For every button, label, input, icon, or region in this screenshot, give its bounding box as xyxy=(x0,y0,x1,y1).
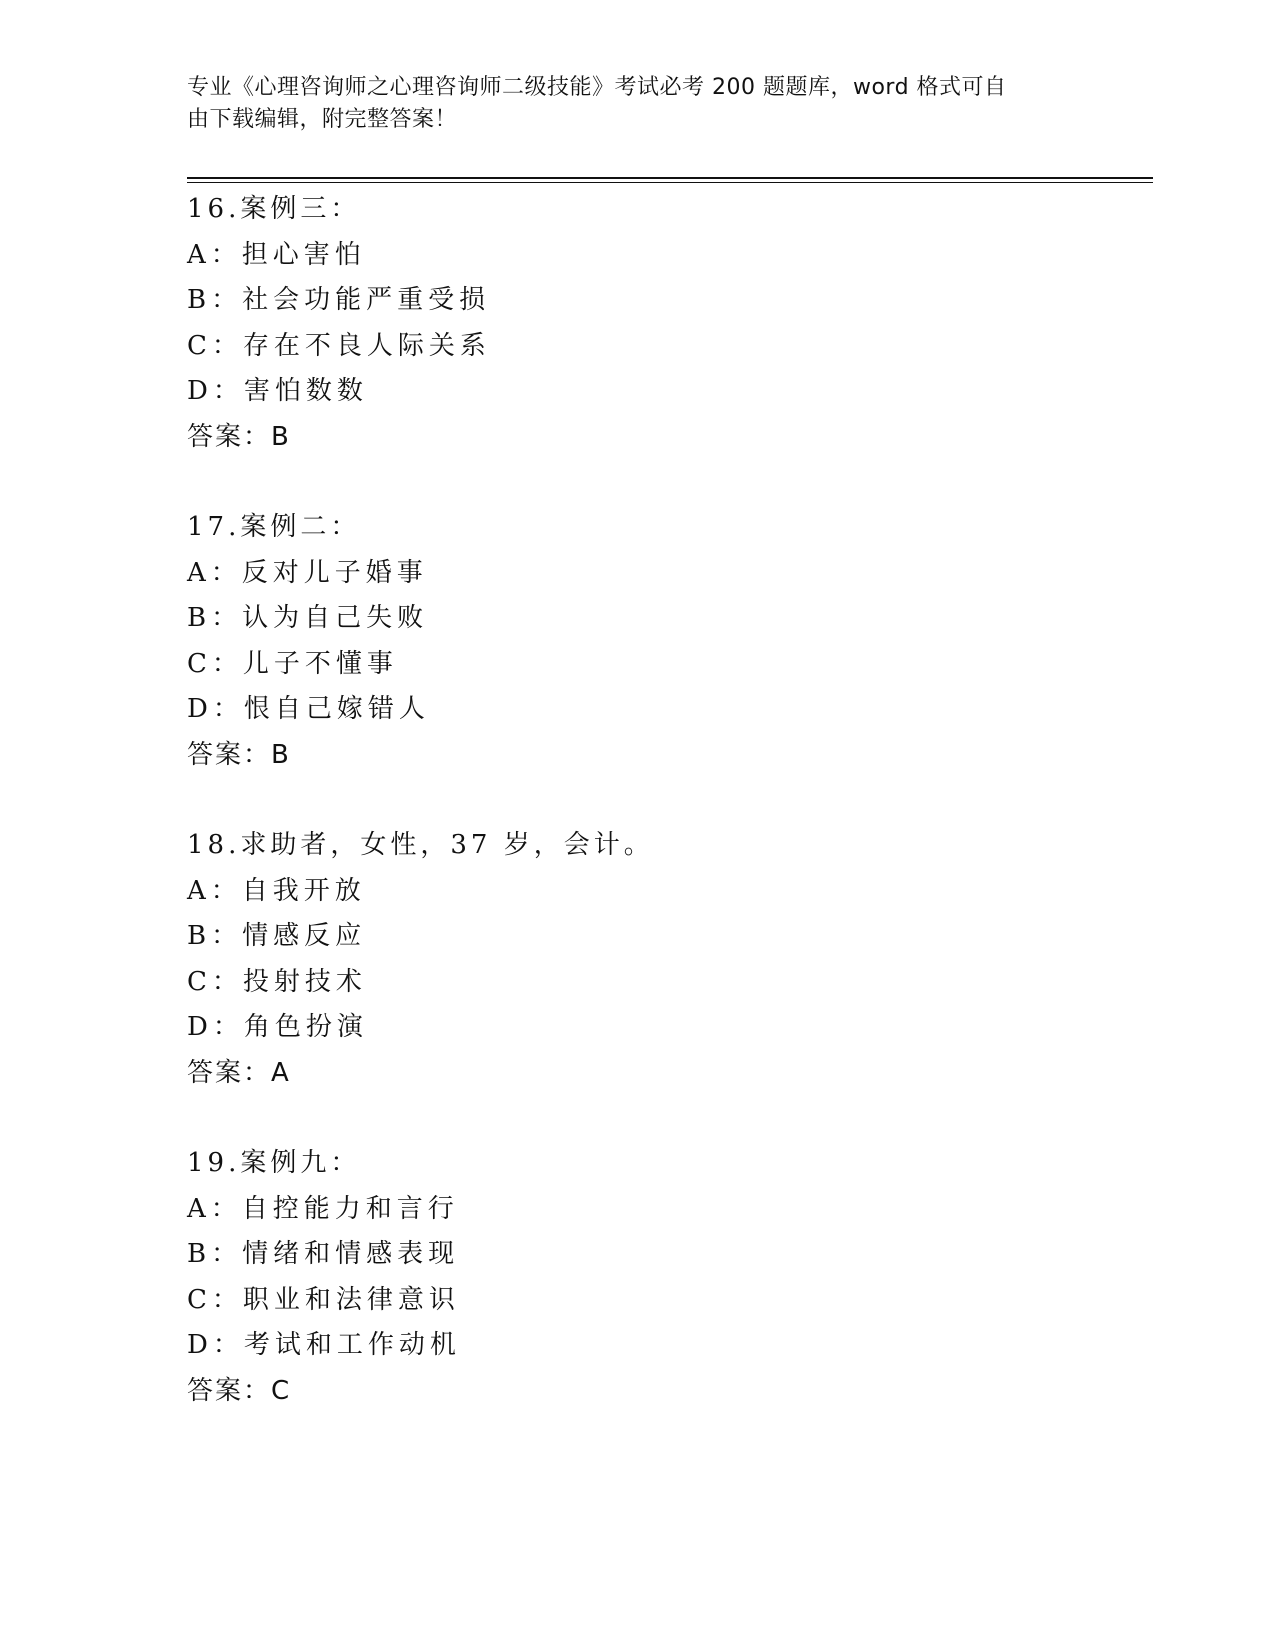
option-a: A：自我开放 xyxy=(187,875,366,906)
option-c: C：存在不良人际关系 xyxy=(187,330,491,361)
question-16 xyxy=(187,187,1087,460)
option-b: B：情感反应 xyxy=(187,921,367,951)
option-b: B：社会功能严重受损 xyxy=(187,285,491,315)
header-line-2: 由下载编辑，附完整答案！ xyxy=(187,107,458,132)
option-a: A：自控能力和言行 xyxy=(187,1193,459,1224)
option-d: D：害怕数数 xyxy=(187,376,368,406)
answer-label: 答案：C xyxy=(187,1375,292,1406)
option-b: B：认为自己失败 xyxy=(187,603,429,633)
option-a: A：反对儿子婚事 xyxy=(187,557,428,588)
option-b: B：情绪和情感表现 xyxy=(187,1239,460,1269)
header-line-1: 专业《心理咨询师之心理咨询师二级技能》考试必考 200 题题库，word 格式可自 xyxy=(187,75,1007,100)
option-c: C：职业和法律意识 xyxy=(187,1284,460,1315)
document-header xyxy=(187,72,1087,136)
answer-label: 答案：B xyxy=(187,739,291,770)
option-d: D：角色扮演 xyxy=(187,1012,368,1042)
question-title: 19.案例九： xyxy=(187,1148,361,1178)
answer-label: 答案：A xyxy=(187,1057,291,1088)
question-title: 18.求助者，女性，37 岁，会计。 xyxy=(187,830,654,860)
question-18 xyxy=(187,823,1087,1096)
question-19 xyxy=(187,1141,1087,1414)
option-d: D：恨自己嫁错人 xyxy=(187,694,430,724)
header-divider-thick xyxy=(187,177,1153,179)
option-d: D：考试和工作动机 xyxy=(187,1330,461,1360)
question-title: 17.案例二： xyxy=(187,512,361,542)
option-c: C：投射技术 xyxy=(187,966,367,997)
option-c: C：儿子不懂事 xyxy=(187,648,398,679)
question-title: 16.案例三： xyxy=(187,194,361,224)
question-17 xyxy=(187,505,1087,778)
header-divider-thin xyxy=(187,182,1153,183)
option-a: A：担心害怕 xyxy=(187,239,366,270)
answer-label: 答案：B xyxy=(187,421,291,452)
